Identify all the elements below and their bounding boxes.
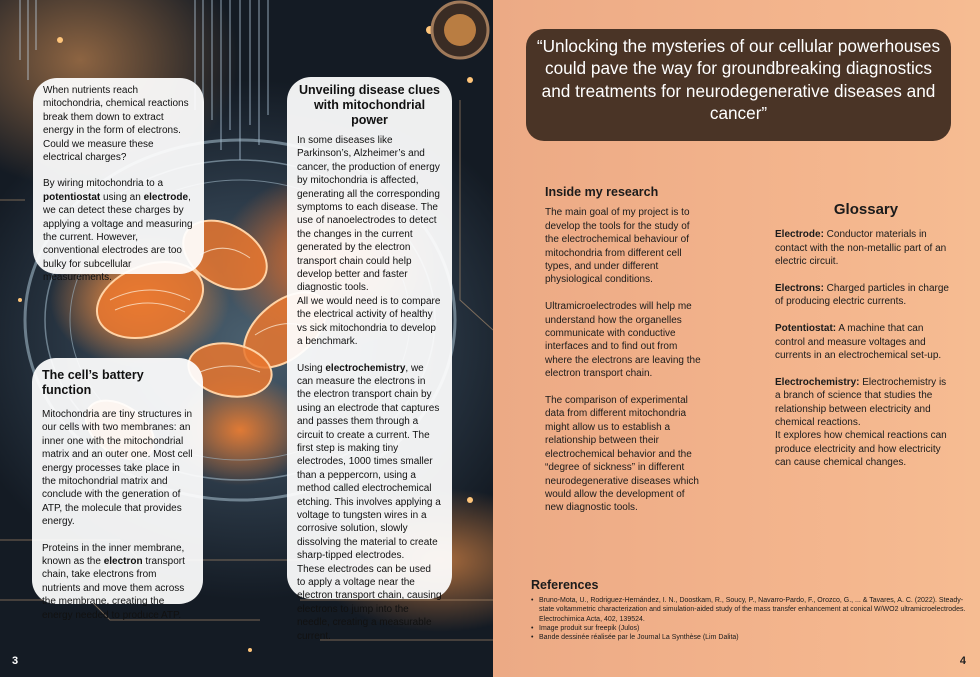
disease-bubble <box>287 77 452 642</box>
electron-chain-text: Proteins in the inner membrane, known as the electron transport chain, take electrons from nutrients and move them across the membrane, creating the energy needed to produce ATP. <box>42 542 185 621</box>
disease-text: In some diseases like Parkinson’s, Alzheimer’s and cancer, the production of energy by mitochondria is affected, generating all the corresponding symptoms to each disease. The use of nanoelectrodes to detect the changes in the current generated by the electron transport chain could help develop better and faster diagnostic tools. All we would need is to compare the electrical activity of healthy vs sick mitochondria to develop a benchmark. <box>297 135 441 348</box>
glossary-entry-electrons: Electrons: Charged particles in charge of producing electric currents. <box>775 283 949 308</box>
reference-item: • Bande dessinée réalisée par le Journal La Synthèse (Lim Dalita) <box>531 633 971 642</box>
reference-item: • Image produit sur freepik (Julos) <box>531 624 971 633</box>
references-list <box>531 596 971 642</box>
battery-text: Mitochondria are tiny structures in our cells with two membranes: an inner one with the mitochondrial matrix and an outer one. Most cell energy processes take place in the mitochondrial matrix and conclude with the generation of ATP, the molecule that provides energy. <box>42 409 193 528</box>
research-paragraph: The main goal of my project is to develop the tools for the study of the electrochemical behaviour of mitochondria from different cell types, and under different physiological conditions. <box>545 207 690 286</box>
glossary-section <box>775 203 953 483</box>
intro-text: When nutrients reach mitochondria, chemical reactions break them down to extract energy in the form of electrons. Could we measure these electrical charges? <box>43 85 189 164</box>
research-heading: Inside my research <box>545 185 659 199</box>
page-number-right: 4 <box>959 655 966 667</box>
glossary-entry-potentiostat: Potentiostat: A machine that can control and measure voltages and currents in an electrochemical set-up. <box>775 323 942 362</box>
references-section <box>531 578 971 642</box>
glossary-entry-electrode: Electrode: Conductor materials in contact with the non-metallic part of an electric circuit. <box>775 229 947 268</box>
right-page <box>493 0 980 677</box>
disease-heading: Unveiling disease clues with mitochondrial power <box>298 83 441 127</box>
glossary-entry-electrochemistry: Electrochemistry: Electrochemistry is a branch of science that studies the relationship between electricity and chemical reactions. It explores how chemical reactions can produce electricity and how electricity can cause chemical changes. <box>775 376 947 469</box>
references-heading: References <box>531 578 599 592</box>
page-number-left: 3 <box>12 655 19 667</box>
battery-bubble <box>32 358 203 621</box>
battery-heading: The cell’s battery function <box>42 368 144 397</box>
reference-item: • Bruno-Mota, U., Rodriguez-Hernández, I. N., Doostkam, R., Soucy, P., Navarro-Pardo, F., Orozco, G., ... & Tavares, A. C. (2022). Steady-state voltammetric characterization and simulation-aided study of the mass transfer enhancement at conical W/WO2 ultramicroelectrodes. Electrochimica Acta, 402, 139524. <box>531 596 971 624</box>
glossary-heading: Glossary <box>833 201 899 218</box>
intro-potentiostat-text: By wiring mitochondria to a potentiostat using an electrode, we can detect these charges by applying a voltage and measuring the current. However, conventional electrodes are too bulky for subcellular measurements. <box>43 178 193 284</box>
intro-bubble <box>33 78 204 284</box>
research-section <box>545 186 705 528</box>
pull-quote: “Unlocking the mysteries of our cellular powerhouses could pave the way for groundbreaking diagnostics and treatments for neurodegenerative diseases and cancer” <box>526 29 951 141</box>
research-paragraph: Ultramicroelectrodes will help me understand how the organelles communicate with conductive interfaces and to find out from where the electrons are leaving the electron transport chain. <box>545 301 701 380</box>
electrochemistry-text: Using electrochemistry, we can measure the electrons in the electron transport chain by using an electrode that captures and passes them through a circuit to create a current. The first step is making tiny electrodes, 1000 times smaller than a peppercorn, using a method called electrochemical etching. This involves applying a voltage to tungsten wires in a corrosive solution, slowly dissolving the material to create sharp-tipped electrodes. These electrodes can be used to apply a voltage near the electron transport chain, causing electrons to jump into the needle, creating a measurable current. <box>297 362 442 642</box>
research-paragraph: The comparison of experimental data from different mitochondria might allow us to establish a relationship between their electrochemical behavior and the “degree of sickness” in different neurodegenerative diseases which would allow the development of new diagnostic tools. <box>545 395 699 514</box>
